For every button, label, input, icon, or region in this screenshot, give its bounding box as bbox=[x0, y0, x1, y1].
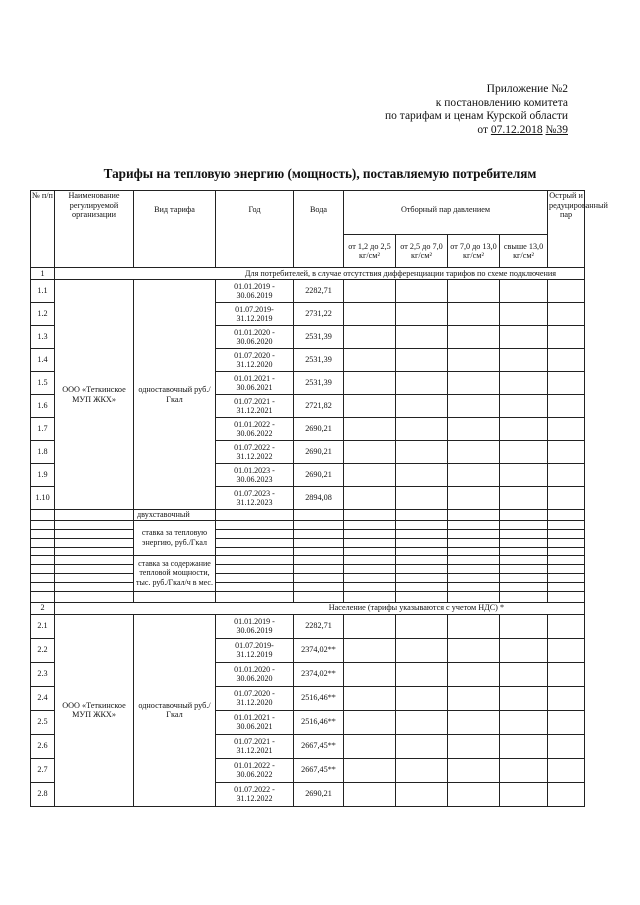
table-row bbox=[31, 614, 585, 638]
row-period: 01.07.2022 - 31.12.2022 bbox=[216, 782, 294, 806]
row-water-value: 2282,71 bbox=[294, 614, 344, 638]
empty-cell bbox=[396, 372, 448, 395]
row-period: 01.01.2021 - 30.06.2021 bbox=[216, 710, 294, 734]
two-part-row bbox=[31, 510, 585, 521]
empty-cell bbox=[134, 591, 216, 602]
empty-cell bbox=[448, 686, 500, 710]
empty-cell bbox=[548, 303, 585, 326]
tariff-type: одноставочный руб./Гкал bbox=[134, 614, 216, 806]
row-period: 01.01.2020 - 30.06.2020 bbox=[216, 326, 294, 349]
row-num: 2.8 bbox=[31, 782, 55, 806]
empty-cell bbox=[216, 582, 294, 591]
empty-cell bbox=[548, 614, 585, 638]
empty-num bbox=[31, 547, 55, 555]
empty-cell bbox=[500, 662, 548, 686]
empty-cell bbox=[548, 734, 585, 758]
empty-cell bbox=[500, 638, 548, 662]
empty-cell bbox=[500, 573, 548, 582]
empty-cell bbox=[344, 464, 396, 487]
row-num: 2.7 bbox=[31, 758, 55, 782]
empty-cell bbox=[294, 564, 344, 573]
empty-cell bbox=[396, 662, 448, 686]
section-row bbox=[31, 602, 585, 614]
empty-org bbox=[55, 564, 134, 573]
two-part-row bbox=[31, 547, 585, 555]
empty-cell bbox=[344, 280, 396, 303]
empty-cell bbox=[448, 538, 500, 547]
row-num: 2.4 bbox=[31, 686, 55, 710]
empty-cell bbox=[500, 280, 548, 303]
empty-cell bbox=[500, 758, 548, 782]
empty-cell bbox=[396, 464, 448, 487]
empty-cell bbox=[500, 464, 548, 487]
empty-cell bbox=[448, 591, 500, 602]
empty-cell bbox=[294, 591, 344, 602]
empty-cell bbox=[344, 326, 396, 349]
row-water-value: 2516,46** bbox=[294, 686, 344, 710]
row-water-value: 2894,08 bbox=[294, 487, 344, 510]
empty-cell bbox=[448, 372, 500, 395]
empty-cell bbox=[344, 418, 396, 441]
empty-cell bbox=[548, 395, 585, 418]
empty-cell bbox=[448, 464, 500, 487]
empty-cell bbox=[31, 591, 55, 602]
page-title: Тарифы на тепловую энергию (мощность), поставляемую потребителям bbox=[103, 166, 537, 181]
empty-cell bbox=[548, 573, 585, 582]
empty-cell bbox=[344, 520, 396, 529]
empty-cell bbox=[548, 547, 585, 555]
row-water-value: 2531,39 bbox=[294, 349, 344, 372]
row-num: 1.7 bbox=[31, 418, 55, 441]
empty-cell bbox=[55, 591, 134, 602]
empty-cell bbox=[344, 614, 396, 638]
row-period: 01.07.2021 - 31.12.2021 bbox=[216, 734, 294, 758]
empty-cell bbox=[396, 510, 448, 521]
empty-num bbox=[31, 582, 55, 591]
appendix-date-prefix: от bbox=[477, 123, 491, 136]
row-num: 2.6 bbox=[31, 734, 55, 758]
row-water-value: 2531,39 bbox=[294, 372, 344, 395]
empty-cell bbox=[500, 734, 548, 758]
empty-cell bbox=[548, 564, 585, 573]
empty-cell bbox=[344, 573, 396, 582]
tariff-table-body bbox=[31, 191, 608, 807]
empty-cell bbox=[216, 573, 294, 582]
empty-cell bbox=[548, 686, 585, 710]
two-part-type: двухставочный bbox=[134, 510, 216, 521]
empty-cell bbox=[396, 441, 448, 464]
empty-cell bbox=[548, 662, 585, 686]
empty-cell bbox=[500, 686, 548, 710]
empty-org bbox=[55, 510, 134, 521]
empty-cell bbox=[500, 555, 548, 564]
header-pressure-3: от 7,0 до 13,0 кг/см² bbox=[448, 235, 500, 268]
empty-cell bbox=[500, 395, 548, 418]
empty-cell bbox=[294, 573, 344, 582]
empty-cell bbox=[448, 441, 500, 464]
empty-cell bbox=[448, 614, 500, 638]
empty-cell bbox=[216, 538, 294, 547]
empty-cell bbox=[344, 564, 396, 573]
empty-cell bbox=[294, 510, 344, 521]
two-part-row bbox=[31, 573, 585, 582]
empty-cell bbox=[500, 441, 548, 464]
empty-cell bbox=[294, 547, 344, 555]
empty-cell bbox=[448, 395, 500, 418]
empty-cell bbox=[448, 547, 500, 555]
empty-cell bbox=[448, 758, 500, 782]
section-row bbox=[31, 268, 585, 280]
header-pressure-2: от 2,5 до 7,0 кг/см² bbox=[396, 235, 448, 268]
empty-org bbox=[55, 547, 134, 555]
row-num: 1.8 bbox=[31, 441, 55, 464]
row-water-value: 2531,39 bbox=[294, 326, 344, 349]
empty-cell bbox=[548, 710, 585, 734]
header-type: Вид тарифа bbox=[134, 191, 216, 268]
empty-cell bbox=[344, 372, 396, 395]
row-num: 1.4 bbox=[31, 349, 55, 372]
row-water-value: 2690,21 bbox=[294, 782, 344, 806]
empty-cell bbox=[548, 487, 585, 510]
empty-cell bbox=[448, 564, 500, 573]
empty-cell bbox=[548, 520, 585, 529]
empty-cell bbox=[448, 326, 500, 349]
empty-cell bbox=[500, 372, 548, 395]
empty-cell bbox=[344, 582, 396, 591]
empty-cell bbox=[396, 686, 448, 710]
row-water-value: 2374,02** bbox=[294, 662, 344, 686]
empty-num bbox=[31, 538, 55, 547]
empty-cell bbox=[500, 349, 548, 372]
appendix-line-2: к постановлению комитета bbox=[435, 96, 568, 109]
header-water: Вода bbox=[294, 191, 344, 268]
row-period: 01.07.2023 - 31.12.2023 bbox=[216, 487, 294, 510]
empty-cell bbox=[294, 529, 344, 538]
row-water-value: 2690,21 bbox=[294, 418, 344, 441]
empty-cell bbox=[396, 564, 448, 573]
header-pressure-4: свыше 13,0 кг/см² bbox=[500, 235, 548, 268]
empty-num bbox=[31, 564, 55, 573]
empty-cell bbox=[344, 441, 396, 464]
empty-cell bbox=[396, 582, 448, 591]
row-period: 01.01.2023 - 30.06.2023 bbox=[216, 464, 294, 487]
empty-cell bbox=[548, 280, 585, 303]
empty-cell bbox=[500, 710, 548, 734]
empty-cell bbox=[396, 395, 448, 418]
empty-num bbox=[31, 510, 55, 521]
org-name: ООО «Теткинское МУП ЖКХ» bbox=[55, 280, 134, 510]
empty-cell bbox=[500, 614, 548, 638]
empty-cell bbox=[500, 564, 548, 573]
row-period: 01.01.2022 - 30.06.2022 bbox=[216, 758, 294, 782]
empty-cell bbox=[448, 734, 500, 758]
two-part-row bbox=[31, 529, 585, 538]
empty-cell bbox=[548, 591, 585, 602]
empty-cell bbox=[548, 464, 585, 487]
row-water-value: 2731,22 bbox=[294, 303, 344, 326]
row-period: 01.01.2019 - 30.06.2019 bbox=[216, 280, 294, 303]
empty-cell bbox=[344, 547, 396, 555]
empty-cell bbox=[548, 326, 585, 349]
empty-cell bbox=[500, 538, 548, 547]
empty-cell bbox=[396, 734, 448, 758]
tariff-table bbox=[30, 190, 608, 807]
empty-cell bbox=[396, 538, 448, 547]
row-num: 1.2 bbox=[31, 303, 55, 326]
appendix-number: №39 bbox=[545, 123, 568, 136]
row-period: 01.07.2021 - 31.12.2021 bbox=[216, 395, 294, 418]
empty-cell bbox=[448, 529, 500, 538]
empty-cell bbox=[448, 303, 500, 326]
empty-cell bbox=[344, 349, 396, 372]
row-water-value: 2667,45** bbox=[294, 734, 344, 758]
empty-cell bbox=[344, 395, 396, 418]
row-period: 01.01.2020 - 30.06.2020 bbox=[216, 662, 294, 686]
empty-cell bbox=[294, 520, 344, 529]
row-period: 01.07.2020 - 31.12.2020 bbox=[216, 686, 294, 710]
empty-org bbox=[55, 573, 134, 582]
empty-cell bbox=[344, 638, 396, 662]
empty-cell bbox=[548, 418, 585, 441]
empty-cell bbox=[548, 582, 585, 591]
two-part-row bbox=[31, 555, 585, 564]
row-num: 1.6 bbox=[31, 395, 55, 418]
empty-cell bbox=[448, 573, 500, 582]
empty-cell bbox=[548, 349, 585, 372]
empty-cell bbox=[500, 510, 548, 521]
empty-cell bbox=[344, 510, 396, 521]
row-period: 01.01.2022 - 30.06.2022 bbox=[216, 418, 294, 441]
empty-cell bbox=[344, 555, 396, 564]
empty-cell bbox=[548, 758, 585, 782]
header-row bbox=[31, 191, 585, 235]
empty-cell bbox=[216, 520, 294, 529]
empty-cell bbox=[396, 591, 448, 602]
empty-cell bbox=[396, 555, 448, 564]
empty-cell bbox=[344, 303, 396, 326]
empty-num bbox=[31, 529, 55, 538]
empty-cell bbox=[500, 487, 548, 510]
org-name: ООО «Теткинское МУП ЖКХ» bbox=[55, 614, 134, 806]
empty-cell bbox=[294, 555, 344, 564]
empty-cell bbox=[500, 547, 548, 555]
empty-cell bbox=[396, 758, 448, 782]
row-num: 2.1 bbox=[31, 614, 55, 638]
two-part-row bbox=[31, 564, 585, 573]
row-period: 01.07.2019- 31.12.2019 bbox=[216, 303, 294, 326]
empty-cell bbox=[216, 591, 294, 602]
empty-cell bbox=[448, 520, 500, 529]
empty-cell bbox=[548, 782, 585, 806]
empty-org bbox=[55, 538, 134, 547]
appendix-line-3: по тарифам и ценам Курской области bbox=[385, 110, 568, 122]
header-pressure-1: от 1,2 до 2,5 кг/см² bbox=[344, 235, 396, 268]
empty-cell bbox=[500, 418, 548, 441]
row-num: 2.5 bbox=[31, 710, 55, 734]
empty-cell bbox=[344, 591, 396, 602]
empty-cell bbox=[500, 520, 548, 529]
empty-cell bbox=[344, 782, 396, 806]
empty-cell bbox=[344, 529, 396, 538]
empty-cell bbox=[344, 710, 396, 734]
empty-cell bbox=[500, 591, 548, 602]
two-part-row bbox=[31, 538, 585, 547]
empty-cell bbox=[548, 441, 585, 464]
empty-cell bbox=[396, 303, 448, 326]
appendix-line-4 bbox=[385, 124, 568, 138]
empty-cell bbox=[396, 326, 448, 349]
table-row bbox=[31, 280, 585, 303]
empty-cell bbox=[396, 418, 448, 441]
empty-num bbox=[31, 520, 55, 529]
empty-cell bbox=[448, 782, 500, 806]
header-org: Наименование регулируемой организации bbox=[55, 191, 134, 268]
empty-cell bbox=[294, 538, 344, 547]
empty-cell bbox=[548, 372, 585, 395]
row-num: 1.3 bbox=[31, 326, 55, 349]
empty-org bbox=[55, 582, 134, 591]
empty-cell bbox=[344, 538, 396, 547]
row-num: 2.3 bbox=[31, 662, 55, 686]
appendix-date: 07.12.2018 bbox=[490, 123, 543, 136]
header-steam: Отборный пар давлением bbox=[344, 191, 548, 235]
empty-cell bbox=[500, 529, 548, 538]
row-water-value: 2282,71 bbox=[294, 280, 344, 303]
row-period: 01.01.2021 - 30.06.2021 bbox=[216, 372, 294, 395]
section-title: Для потребителей, в случае отсутствия дифференциации тарифов по схеме подключения bbox=[55, 268, 585, 280]
empty-cell bbox=[396, 487, 448, 510]
empty-cell bbox=[216, 529, 294, 538]
row-water-value: 2667,45** bbox=[294, 758, 344, 782]
empty-cell bbox=[448, 280, 500, 303]
empty-cell bbox=[396, 614, 448, 638]
section-num: 1 bbox=[31, 268, 55, 280]
row-water-value: 2721,82 bbox=[294, 395, 344, 418]
row-num: 1.1 bbox=[31, 280, 55, 303]
row-period: 01.07.2022 - 31.12.2022 bbox=[216, 441, 294, 464]
row-period: 01.01.2019 - 30.06.2019 bbox=[216, 614, 294, 638]
empty-cell bbox=[500, 303, 548, 326]
appendix-line-1: Приложение №2 bbox=[486, 83, 568, 95]
empty-cell bbox=[548, 510, 585, 521]
empty-cell bbox=[216, 547, 294, 555]
empty-cell bbox=[344, 758, 396, 782]
empty-cell bbox=[448, 710, 500, 734]
empty-cell bbox=[396, 710, 448, 734]
empty-cell bbox=[396, 638, 448, 662]
empty-num bbox=[31, 555, 55, 564]
appendix-header bbox=[385, 83, 568, 137]
empty-cell bbox=[396, 782, 448, 806]
empty-cell bbox=[448, 582, 500, 591]
header-acute-steam: Острый и редуцированный пар bbox=[548, 191, 585, 268]
empty-org bbox=[55, 555, 134, 564]
empty-cell bbox=[500, 782, 548, 806]
row-water-value: 2374,02** bbox=[294, 638, 344, 662]
empty-cell bbox=[396, 349, 448, 372]
empty-cell bbox=[396, 529, 448, 538]
header-num: № п/п bbox=[31, 191, 55, 268]
energy-rate-label: ставка за тепловую энергию, руб./Гкал bbox=[134, 520, 216, 555]
row-period: 01.07.2019- 31.12.2019 bbox=[216, 638, 294, 662]
two-part-row bbox=[31, 520, 585, 529]
empty-cell bbox=[216, 555, 294, 564]
empty-cell bbox=[396, 547, 448, 555]
row-water-value: 2690,21 bbox=[294, 464, 344, 487]
empty-cell bbox=[344, 487, 396, 510]
empty-cell bbox=[548, 529, 585, 538]
row-num: 2.2 bbox=[31, 638, 55, 662]
empty-cell bbox=[216, 564, 294, 573]
empty-cell bbox=[344, 734, 396, 758]
empty-cell bbox=[344, 662, 396, 686]
empty-cell bbox=[448, 510, 500, 521]
empty-cell bbox=[448, 487, 500, 510]
empty-cell bbox=[344, 686, 396, 710]
empty-cell bbox=[216, 510, 294, 521]
two-part-row bbox=[31, 582, 585, 591]
tariff-type: одноставочный руб./Гкал bbox=[134, 280, 216, 510]
empty-cell bbox=[448, 638, 500, 662]
row-water-value: 2690,21 bbox=[294, 441, 344, 464]
section-title: Население (тарифы указываются с учетом НДС) * bbox=[55, 602, 585, 614]
row-num: 1.5 bbox=[31, 372, 55, 395]
section-num: 2 bbox=[31, 602, 55, 614]
empty-cell bbox=[448, 349, 500, 372]
row-num: 1.10 bbox=[31, 487, 55, 510]
row-period: 01.07.2020 - 31.12.2020 bbox=[216, 349, 294, 372]
empty-cell bbox=[500, 326, 548, 349]
empty-cell bbox=[548, 538, 585, 547]
empty-cell bbox=[548, 638, 585, 662]
empty-cell bbox=[448, 418, 500, 441]
empty-cell bbox=[294, 582, 344, 591]
empty-cell bbox=[548, 555, 585, 564]
empty-cell bbox=[448, 555, 500, 564]
capacity-rate-label: ставка за содержание тепловой мощности, тыс. руб./Гкал/ч в мес. bbox=[134, 555, 216, 591]
empty-cell bbox=[396, 520, 448, 529]
empty-cell bbox=[396, 573, 448, 582]
row-water-value: 2516,46** bbox=[294, 710, 344, 734]
empty-org bbox=[55, 529, 134, 538]
empty-org bbox=[55, 520, 134, 529]
empty-num bbox=[31, 573, 55, 582]
empty-row bbox=[31, 591, 585, 602]
empty-cell bbox=[448, 662, 500, 686]
empty-cell bbox=[396, 280, 448, 303]
empty-cell bbox=[500, 582, 548, 591]
header-year: Год bbox=[216, 191, 294, 268]
row-num: 1.9 bbox=[31, 464, 55, 487]
